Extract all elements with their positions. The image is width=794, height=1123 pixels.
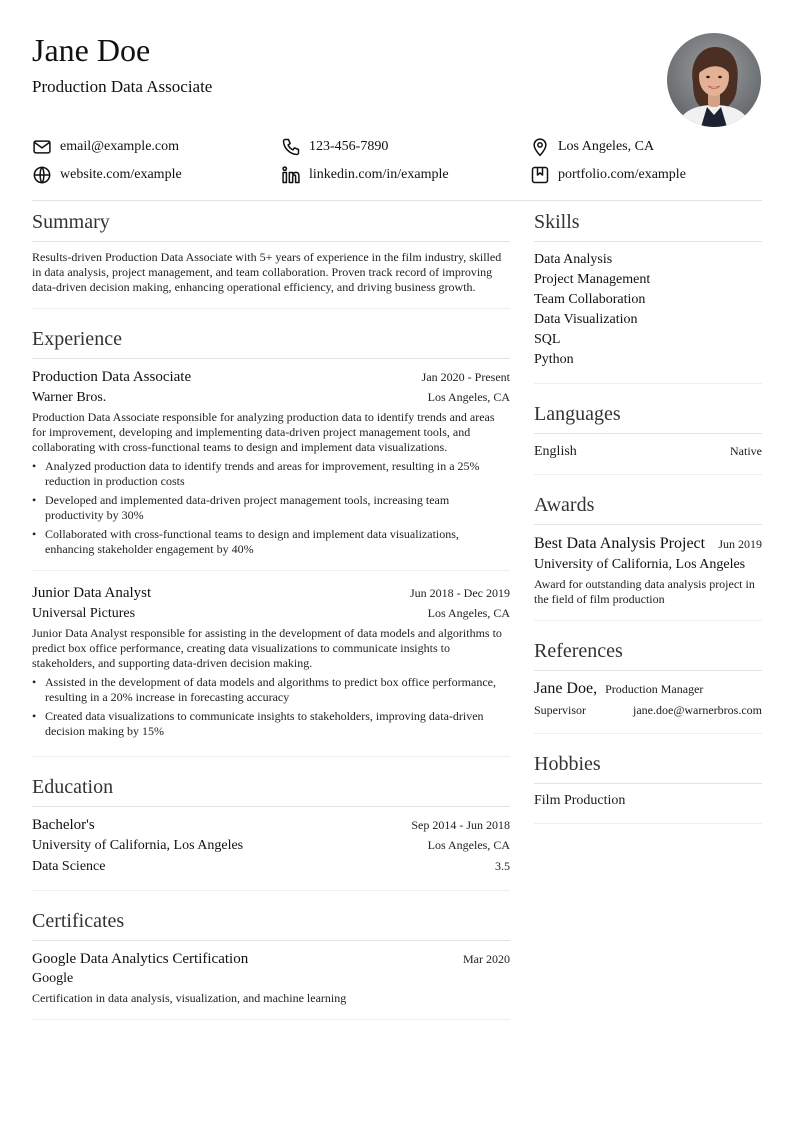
phone-icon bbox=[281, 137, 301, 157]
candidate-title: Production Data Associate bbox=[32, 77, 213, 96]
contact-phone-text: 123-456-7890 bbox=[309, 139, 389, 154]
contact-portfolio-text: portfolio.com/example bbox=[558, 167, 686, 182]
contact-website[interactable] bbox=[32, 165, 182, 185]
education-school: University of California, Los Angeles bbox=[32, 838, 244, 853]
summary-text: Results-driven Production Data Associate with 5+ years of experience in the film industry, skilled in data analysis, project management, and team collaboration. Proven track record of improving data-driven decision making, enhancing operational efficiency, and driving business growth. bbox=[32, 250, 502, 294]
certificate-name: Google Data Analytics Certification bbox=[32, 951, 249, 967]
experience-section bbox=[32, 318, 510, 757]
skills-heading: Skills bbox=[534, 201, 762, 242]
education-heading: Education bbox=[32, 766, 510, 807]
education-degree: Bachelor's bbox=[32, 817, 95, 833]
job-bullets bbox=[32, 459, 510, 557]
job-bullet: • Analyzed production data to identify trends and areas for improvement, resulting in a 25% reduction in production costs bbox=[32, 459, 510, 489]
languages-section bbox=[534, 393, 762, 475]
skill-item: Project Management bbox=[534, 272, 651, 287]
skill-item: Team Collaboration bbox=[534, 292, 646, 307]
job-bullet: • Created data visualizations to communicate insights to stakeholders, improving data-driven decision making by 15% bbox=[32, 709, 510, 739]
summary-heading: Summary bbox=[32, 201, 510, 242]
language-name: English bbox=[534, 444, 577, 459]
job-dates: Jun 2018 - Dec 2019 bbox=[410, 586, 510, 600]
awards-section bbox=[534, 484, 762, 621]
contact-portfolio[interactable] bbox=[530, 165, 686, 185]
mail-icon bbox=[32, 137, 52, 157]
job-title: Junior Data Analyst bbox=[32, 585, 152, 601]
profile-photo bbox=[667, 33, 761, 127]
reference-email[interactable]: jane.doe@warnerbros.com bbox=[633, 703, 762, 717]
certificate-date: Mar 2020 bbox=[463, 952, 510, 966]
contact-location-text: Los Angeles, CA bbox=[558, 139, 655, 154]
hobbies-section bbox=[534, 743, 762, 824]
job-location: Los Angeles, CA bbox=[427, 390, 510, 404]
contact-linkedin[interactable] bbox=[281, 165, 449, 185]
education-field: Data Science bbox=[32, 859, 106, 874]
education-location: Los Angeles, CA bbox=[427, 838, 510, 852]
linkedin-icon bbox=[281, 165, 301, 185]
job-dates: Jan 2020 - Present bbox=[421, 370, 510, 384]
references-heading: References bbox=[534, 630, 762, 671]
award-title: Best Data Analysis Project bbox=[534, 535, 706, 552]
experience-entry bbox=[32, 367, 510, 557]
right-column bbox=[534, 201, 762, 824]
certificate-description: Certification in data analysis, visualization, and machine learning bbox=[32, 991, 347, 1005]
job-description: Production Data Associate responsible for analyzing production data to identify trends and areas for improvement, developing and implementing data-driven project management tools, and collaborating with cross-functional teams to design and implement data visualizations. bbox=[32, 410, 495, 454]
award-issuer: University of California, Los Angeles bbox=[534, 557, 746, 572]
map-pin-icon bbox=[530, 137, 550, 157]
globe-icon bbox=[32, 165, 52, 185]
education-dates: Sep 2014 - Jun 2018 bbox=[411, 818, 510, 832]
job-title: Production Data Associate bbox=[32, 369, 192, 385]
job-bullets bbox=[32, 675, 510, 739]
education-gpa: 3.5 bbox=[495, 859, 510, 873]
contact-email[interactable] bbox=[32, 137, 179, 157]
summary-section bbox=[32, 201, 510, 309]
references-section bbox=[534, 630, 762, 734]
contact-website-text: website.com/example bbox=[60, 167, 182, 182]
awards-heading: Awards bbox=[534, 484, 762, 525]
certificates-section bbox=[32, 900, 510, 1020]
award-description: Award for outstanding data analysis project in the field of film production bbox=[534, 577, 755, 606]
job-bullet: • Collaborated with cross-functional teams to design and implement data visualizations, enhancing stakeholder engagement by 40% bbox=[32, 527, 510, 557]
job-bullet: • Assisted in the development of data models and algorithms to predict box office performance, resulting in a 20% increase in forecasting accuracy bbox=[32, 675, 510, 705]
skill-item: SQL bbox=[534, 332, 561, 347]
reference-name: Jane Doe, bbox=[534, 680, 598, 697]
certificates-heading: Certificates bbox=[32, 900, 510, 941]
job-location: Los Angeles, CA bbox=[427, 606, 510, 620]
job-company: Universal Pictures bbox=[32, 606, 136, 621]
hobbies-heading: Hobbies bbox=[534, 743, 762, 784]
candidate-name: Jane Doe bbox=[32, 32, 151, 68]
experience-heading: Experience bbox=[32, 318, 510, 359]
bookmark-icon bbox=[530, 165, 550, 185]
experience-entry bbox=[32, 570, 510, 739]
job-description: Junior Data Analyst responsible for assisting in the development of data models and algorithms to predict box office performance, creating data visualizations to communicate insights to stakeholders, and supporting data-driven decision making. bbox=[32, 626, 502, 670]
contact-phone[interactable] bbox=[281, 137, 388, 157]
language-level: Native bbox=[730, 444, 762, 458]
job-bullet: • Developed and implemented data-driven project management tools, increasing team productivity by 30% bbox=[32, 493, 510, 523]
reference-position: Production Manager bbox=[605, 682, 704, 696]
left-column bbox=[32, 201, 510, 1020]
reference-relation: Supervisor bbox=[534, 703, 586, 717]
skill-item: Data Analysis bbox=[534, 252, 613, 267]
education-section bbox=[32, 766, 510, 891]
languages-heading: Languages bbox=[534, 393, 762, 434]
skill-item: Python bbox=[534, 352, 574, 367]
contact-linkedin-text: linkedin.com/in/example bbox=[309, 167, 449, 182]
job-company: Warner Bros. bbox=[32, 390, 107, 405]
certificate-issuer: Google bbox=[32, 971, 74, 986]
contact-location bbox=[530, 137, 654, 157]
award-date: Jun 2019 bbox=[718, 537, 762, 551]
skills-section bbox=[534, 201, 762, 384]
hobby-item: Film Production bbox=[534, 793, 626, 808]
contact-email-text: email@example.com bbox=[60, 139, 180, 154]
skill-item: Data Visualization bbox=[534, 312, 638, 327]
